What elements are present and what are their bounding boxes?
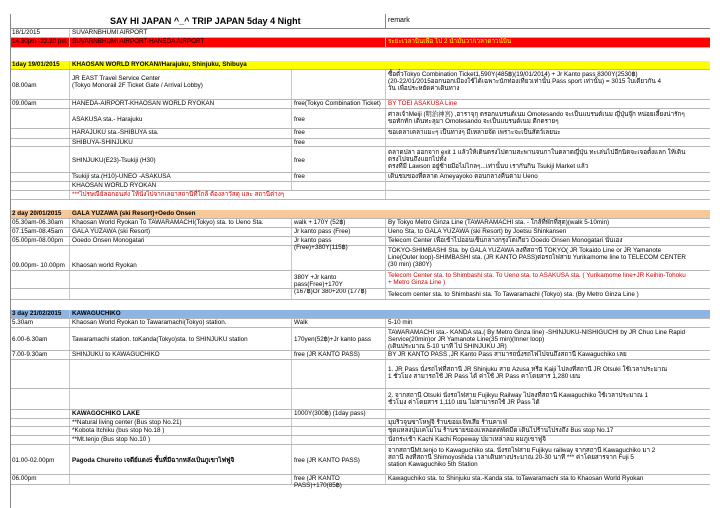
- row-remark: TAWARAMACHI sta.- KANDA sta.( By Metro Ginza line) -SHINJUKU-NISHIGUCHI by JR Chuo Line Rapid Service(20min)or JR Yamanote Line(35 min)(Inner loop) (เดินประมาณ 5-10 นาที ไป SHINJUKU JR): [388, 329, 686, 351]
- row-cost: free (JR KANTO PASS): [292, 351, 386, 359]
- airport-cell: SUVARNBHUMI AIRPORT: [72, 29, 148, 36]
- row-remark: ชุดแหลงปุมเคโมโน ร้านขายของแหลอดตพัดมีด เดินไปร้านไปรงถึง Bus stop No.17: [388, 427, 614, 434]
- row-cost: Walk: [292, 319, 386, 327]
- row-activity: Tsukiji sta.(H10)-UNEO -ASAKUSA: [70, 173, 292, 181]
- row-cost: free: [292, 109, 386, 128]
- flight-route: SUVARNBHUMI AIRPORT-HANEDA AIRPORT: [70, 38, 386, 47]
- row-remark: 1. JR Pass นั่งรถไฟที่สถานี JR Shinjuku สาย Azusa หรือ Kaiji ไปลงที่สถานี JR Otsuki ใช้เวลาประมาณ 1 ชั่วโมง สามารถใช้ JR Pass ได้ ค่าใช้ JR Pass คาโดยสาร 1,280 เยน: [388, 366, 668, 381]
- row-activity: ***ไปรษณีย์ลอกอนส่ง ให้นั่งไปจากเลยาสถานีที่ใกล้ ต้องลาวัสดุ และ สถานีต่างๆ: [70, 191, 386, 199]
- row-activity: Pagoda Chureito เจดีย์แดง5 ชั้นที่มีฉากหลังเป็นภูเขาไฟฟูจิ: [70, 445, 292, 474]
- row-activity: **Mt.tenjo (Bus stop No.10 ): [70, 436, 292, 444]
- row-activity: Khaosan World Ryokan to Tawaramachi(Tokyo) station.: [70, 319, 292, 327]
- row-time: 08.00am: [10, 70, 70, 99]
- row-activity: Khaosan World Ryokan To TAWARAMACHI(Tokyo) sta. to Ueno Sta.: [70, 219, 292, 227]
- row-remark: นั่งกระเช้า Kachi Kachi Ropeway ปมาเหล่าลม ผมภูเขาฟูจิ: [388, 436, 546, 443]
- day2-date: 2 day 20/01/2015: [10, 210, 70, 218]
- row-time: 05.00pm-08.00pm: [10, 237, 70, 245]
- day3-date: 3 day 21/02/2015: [10, 310, 70, 318]
- day1-place: KHAOSAN WORLD RYOKAN//Harajuku, Shinjuku, Shibuya: [72, 61, 247, 68]
- row-remark: Telecom Center เพื่อเข้าไปออนเซ็นกลางกรุงโตเกียว Ooedo Onsen Monogatari นั่นเอง: [388, 237, 623, 244]
- row-activity: Tawaramachi station. toKanda(Tokyo)sta. to SHINJUKU station: [70, 328, 292, 350]
- day1-date: 1day 19/01/2015: [10, 61, 70, 69]
- row-activity: SHIBUYA-SHINJUKU: [70, 139, 292, 146]
- row-time: 05.30am-06.30am: [10, 219, 70, 227]
- row-remark: BY TOEI ASAKUSA Line: [388, 100, 457, 107]
- row-remark: By Tokyo Metro Ginza Line (TAWARAMACHI sta. - ใกล้ที่พักที่สุด)(walk 5-10min): [388, 219, 610, 226]
- day2-place: GALA YUZAWA (ski Resort)+Oedo Onsen: [72, 210, 196, 217]
- row-cost: walk + 170Y (52฿): [292, 219, 386, 227]
- row-remark: ซื้อตั๋วTokyo Combination Ticket1,590Y(485฿)(19/01/2014) + Jr Kanto pass 8300Y(2530฿) (20-22/01/2015ออกนอกเมืองใช้ได้เฉพาะนักท่องเที่ยวเท่านั้น Pass sport เท่านั้น) = 3015 ใบเดียวกัน 4 วัน เพื่อประหยัดค่าเดินทาง: [388, 71, 661, 93]
- row-time: 7.00-9.30am: [10, 351, 70, 359]
- row-cost: free (JR KANTO PASS)+170(85฿): [292, 475, 386, 484]
- row-remark: Telecom Center sta. to Shimbashi sta. To Ueno sta. to ASAKUSA sta. ( Yurikamome line+JR Keihin-Tohoku + Metro Ginza Line ): [388, 272, 686, 287]
- row-remark: 2. จากสถานี Otsuki นั่งรถไฟสาย Fujikyu Railway ไปลงที่สถานี Kawaguchiko ใช้เวลาประมาณ 1 ชั่วโมง ค่าโดยสาร 1,110 เยน ไม่สามารถใช้ JR Pass ได้: [388, 392, 649, 407]
- row-cost: free: [292, 139, 386, 146]
- row-remark: ตลาดปลา ออกจาก exit 1 แล้วให้เดินตรงไปตามสะพานจนกาในตลาดญี่ปุ่น ทะเล่นไปอีกนิดจะเจอตั้งแลก ให้เดิน ตรงไปจนถึงแยกไปทั้ง ตรงที่มี Lawson อยู่ซ้ายมือไม่ไกลๆ...เท่านั้นบ เรากันกิน Tsukiji Market แล้ว: [388, 149, 686, 171]
- row-remark: BY JR KANTO PASS ,JR Kanto Pass สามารถนั่งรถไฟไปจนถึงสถานี Kawaguchiko เลย: [388, 351, 627, 358]
- row-activity: GALA YUZAWA (ski Resort): [70, 228, 292, 236]
- day3-place: KAWAGUCHIKO: [72, 310, 121, 317]
- row-remark: 5-10 min: [388, 319, 413, 326]
- row-cost: 380Y +Jr kanto pass(Free)+170Y (167฿)Or 380+200 (177฿): [292, 246, 386, 274]
- remark-header: remark: [388, 17, 410, 24]
- row-cost: free: [292, 129, 386, 138]
- row-remark: มุมริวจุนซาโหฟูจิ ร้านขอมเจ้ทเสีย ร้านคาเฟ่: [388, 419, 507, 426]
- row-remark: ขอเดลาเคลาแมะๆ เป็นทางๆ มีเหลายจัด เพราะจะเป็นสัตว์เลยนะ: [388, 129, 561, 136]
- row-remark: ศาลเจ้าMeiji (明治神宮) ,ฮาราจุกุ ตรอกแบรนด์เนม Omotesando จะเป็นแบรนด์เนม ญี่ปุ่นจุ๊ก หน่อยเลี้ยงน่ารักๆ ขอทักทัก เดินทะลุมา Omotesando จะเป็นแบรนด์เนม ดีกดรายๆ: [388, 111, 685, 126]
- row-remark: Kawaguchiko sta. to Shinjuku sta.-Kanda sta. toTawaramachi sta to Khaosan World Ryokan: [388, 475, 644, 482]
- row-time: 07.15am-08.45am: [10, 228, 70, 236]
- row-cost: 1000Y(300฿) (1day pass): [292, 410, 386, 418]
- row-cost: free(Tokyo Combination Ticket): [292, 100, 386, 108]
- sheet-title: SAY HI JAPAN ^_^ TRIP JAPAN 5day 4 Night: [10, 14, 386, 28]
- row-activity: Ooedo Onsen Monogatari: [70, 237, 292, 245]
- row-remark: TOKYO-SHIMBASHI Sta. by GALA YUZAWA ลงที่สถานี TOKYO( JR Tokaido Line or JR Yamanote Line(Outer loop)-SHIMBASHI sta. (JR KANTO PASS)ต่อรถไฟสาย Yurikamome line to TELECOM CENTER (30 min) (380Y): [388, 247, 686, 269]
- row-activity: KHAOSAN WORLD RYOKAN: [70, 182, 292, 190]
- row-cost: Jr kanto pass (Free)+380Y(115฿): [292, 237, 386, 245]
- row-activity: JR EAST Travel Service Center (Tokyo Monorail 2F Ticket Gate / Arrival Lobby): [70, 70, 292, 99]
- row-activity: HARAJUKU sta.-SHIBUYA sta.: [70, 129, 292, 138]
- row-activity: HANEDA-AIRPORT-KHAOSAN WORLD RYOKAN: [70, 100, 292, 108]
- flight-remark: ระยะเวลาบินเพื่อ ไป 2 นำมั่นวา/เวลาดาวน์บิน: [388, 38, 512, 45]
- row-activity: SHINJUKU to KAWAGUCHIKO: [70, 351, 292, 359]
- row-cost: free: [292, 173, 386, 181]
- sheet-frame: [10, 14, 710, 508]
- row-remark: Ueno Sta. to GALA YUZAWA (ski Resort) by Joetsu Shinkansen: [388, 228, 567, 235]
- flight-time: 14.30pm -22.30 pm: [10, 38, 70, 47]
- row-time: 06.00pm: [10, 475, 70, 484]
- row-activity: KAWAGOCHIKO LAKE: [70, 410, 292, 418]
- row-remark: Telecom center sta. to Shimbashi sta. To Tawaramachi (Tokyo) sta. (By Metro Ginza Line ): [388, 291, 639, 298]
- row-activity: Khaosan world Ryokan: [70, 246, 292, 270]
- row-cost: Jr kanto pass (Free): [292, 228, 386, 236]
- row-time: 01.00-02.00pm: [10, 445, 70, 474]
- row-remark: เดินชมของที่ตลาด Ameyayoko ตอนกลางคืนตาม Ueno: [388, 173, 538, 180]
- row-cost: 170yen(52฿)+Jr kanto pass: [292, 328, 386, 350]
- row-time: 5.30am: [10, 319, 70, 327]
- row-activity: SHINJUKU(E23)-Tsukiji (H30): [70, 147, 292, 172]
- row-time: 09.00pm- 10.00pm: [10, 246, 70, 270]
- row-activity: *Kobota Itchiku (bus stop No.18 ): [70, 427, 292, 435]
- row-time: 6.00-6.30am: [10, 328, 70, 350]
- row-remark: จากสถานีMt.tenjo to Kawaguchiko sta. นั่งรถไฟสาย Fujikyu railway จากสถานี Kawaguchiko มา 2 สถานี ลงที่สถานี Shimoyoshida เวลาเดินทางประมาณ 20-30 นาที *** ค่าโดยสารจาก Fuji 5 station Kawaguchiko 5th Station: [388, 447, 656, 469]
- date-cell: 18/1/2015: [10, 29, 70, 37]
- row-cost: free (JR KANTO PASS): [292, 445, 386, 474]
- row-time: 09.00am: [10, 100, 70, 108]
- row-activity: ASAKUSA sta.- Harajuku: [70, 109, 292, 128]
- row-activity: **Natural living center (Bus stop No.21): [70, 419, 292, 426]
- row-cost: free: [292, 147, 386, 172]
